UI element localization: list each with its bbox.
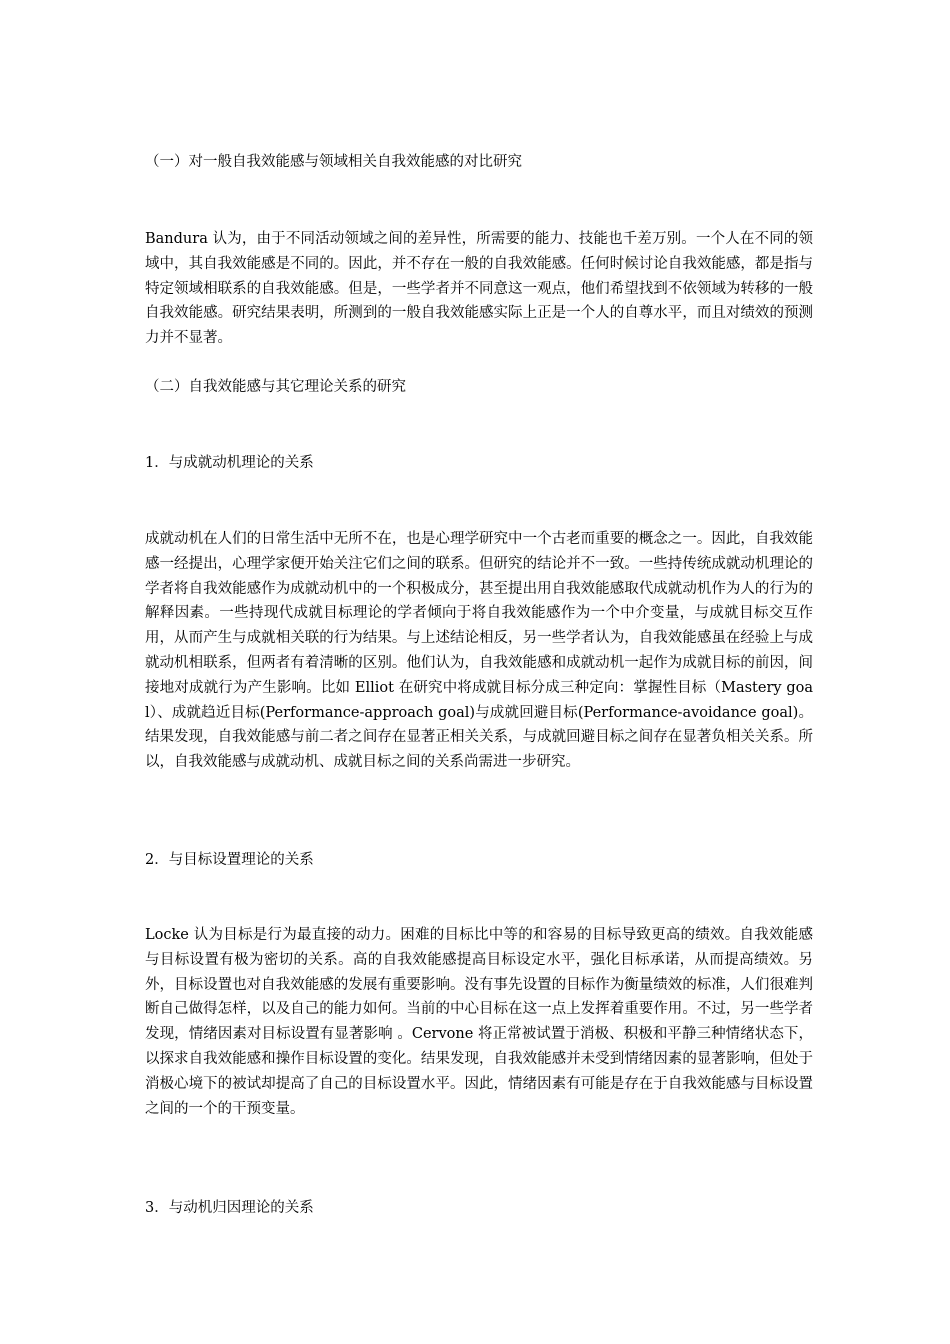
subheading-attribution: 3．与动机归因理论的关系 xyxy=(145,1200,314,1216)
paragraph-bandura: Bandura 认为，由于不同活动领域之间的差异性，所需要的能力、技能也千差万别。一个人在不同的领域中，其自我效能感是不同的。因此，并不存在一般的自我效能感。任何时候讨论自我效能感，都是指与特定领域相联系的自我效能感。但是，一些学者并不同意这一观点，他们希望找到不依领域为转移的一般自我效能感。研究结果表明，所测到的一般自我效能感实际上正是一个人的自尊水平，而且对绩效的预测力并不显著。 xyxy=(145,231,813,347)
section-heading-one: （一）对一般自我效能感与领域相关自我效能感的对比研究 xyxy=(145,154,522,170)
paragraph-goal-setting: Locke 认为目标是行为最直接的动力。困难的目标比中等的和容易的目标导致更高的绩效。自我效能感与目标设置有极为密切的关系。高的自我效能感提高目标设定水平，强化目标承诺，从而提高绩效。另外，目标设置也对自我效能感的发展有重要影响。没有事先设置的目标作为衡量绩效的标准，人们很难判断自己做得怎样，以及自己的能力如何。当前的中心目标在这一点上发挥着重要作用。不过，另一些学者发现，情绪因素对目标设置有显著影响 。Cervone 将正常被试置于消极、积极和平静三种情绪状态下，以探求自我效能感和操作目标设置的变化。结果发现，自我效能感并未受到情绪因素的显著影响，但处于消极心境下的被试却提高了自己的目标设置水平。因此，情绪因素有可能是存在于自我效能感与目标设置之间的一个的干预变量。 xyxy=(145,927,813,1117)
subheading-goal-setting: 2．与目标设置理论的关系 xyxy=(145,852,314,868)
paragraph-achievement-motivation: 成就动机在人们的日常生活中无所不在，也是心理学研究中一个古老而重要的概念之一。因此，自我效能感一经提出，心理学家便开始关注它们之间的联系。但研究的结论并不一致。一些持传统成就动机理论的学者将自我效能感作为成就动机中的一个积极成分，甚至提出用自我效能感取代成就动机作为人的行为的解释因素。一些持现代成就目标理论的学者倾向于将自我效能感作为一个中介变量，与成就目标交互作用，从而产生与成就相关联的行为结果。与上述结论相反，另一些学者认为，自我效能感虽在经验上与成就动机相联系，但两者有着清晰的区别。他们认为，自我效能感和成就动机一起作为成就目标的前因，间接地对成就行为产生影响。比如 Elliot 在研究中将成就目标分成三种定向：掌握性目标（Mastery goal）、成就趋近目标(Performance-approach goal)与成就回避目标(Performance-avoidance goal)。结果发现，自我效能感与前二者之间存在显著正相关关系，与成就回避目标之间存在显著负相关关系。所以，自我效能感与成就动机、成就目标之间的关系尚需进一步研究。 xyxy=(145,531,813,771)
section-heading-two: （二）自我效能感与其它理论关系的研究 xyxy=(145,379,406,395)
subheading-achievement-motivation: 1．与成就动机理论的关系 xyxy=(145,455,314,471)
